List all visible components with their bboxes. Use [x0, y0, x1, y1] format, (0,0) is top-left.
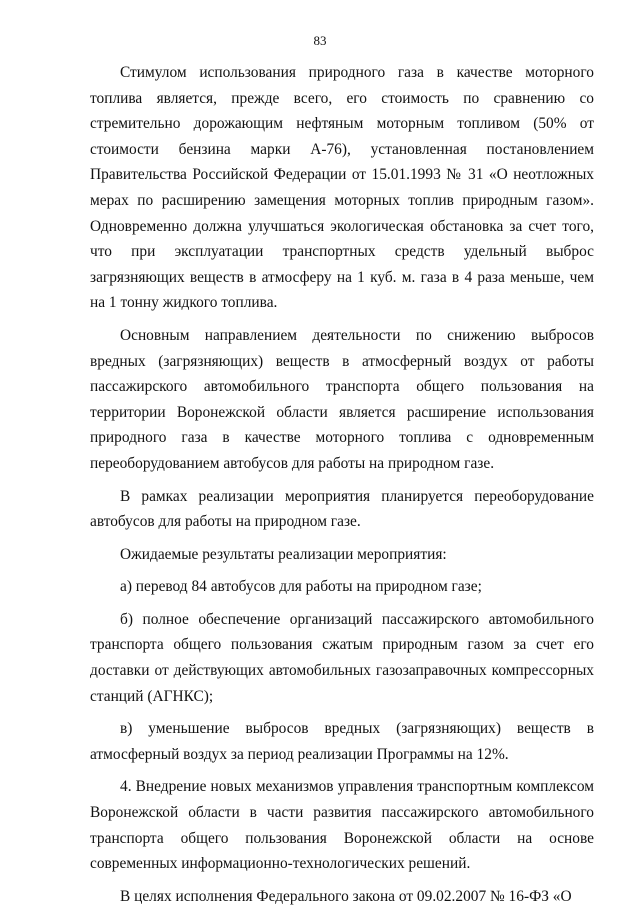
list-item-c: в) уменьшение выбросов вредных (загрязняющих) веществ в атмосферный воздух за период реализации Программы на 12%.: [90, 720, 594, 763]
paragraph-section-4: 4. Внедрение новых механизмов управления транспортным комплексом Воронежской области в части развития пассажирского автомобильного транспорта общего пользования Воронежской области на основе современных информационно-технологических решений.: [90, 778, 594, 873]
paragraph-natural-gas-incentive: Стимулом использования природного газа в качестве моторного топлива является, прежде всего, его стоимость по сравнению со стремительно дорожающим нефтяным моторным топливом (50% от стоимости бензина марки А-76), установленная постановлением Правительства Российской Федерации от 15.01.1993 № 31 «О неотложных мерах по расширению замещения моторных топлив природным газом». Одновременно должна улучшаться экологическая обстановка за счет того, что при эксплуатации транспортных средств удельный выброс загрязняющих веществ в атмосферу на 1 куб. м. газа в 4 раза меньше, чем на 1 тонну жидкого топлива.: [90, 64, 594, 312]
list-item-b: б) полное обеспечение организаций пассажирского автомобильного транспорта общего пользования сжатым природным газом за счет его доставки от действующих автомобильных газозаправочных компрессорных станций (АГНКС);: [90, 610, 594, 705]
list-item-a: а) перевод 84 автобусов для работы на природном газе;: [120, 578, 482, 596]
paragraph-bus-conversion: В рамках реализации мероприятия планируется переоборудование автобусов для работы на природном газе.: [90, 487, 594, 531]
document-body: [90, 60, 594, 916]
paragraph-federal-law: В целях исполнения Федерального закона от 09.02.2007 № 16-ФЗ «О: [120, 887, 572, 905]
paragraph-main-direction: Основным направлением деятельности по снижению выбросов вредных (загрязняющих) веществ в атмосферный воздух от работы пассажирского автомобильного транспорта общего пользования на территории Воронежской области является расширение использования природного газа в качестве моторного топлива с одновременным переоборудованием автобусов для работы на природном газе.: [90, 326, 594, 472]
page-number: 83: [313, 33, 327, 48]
paragraph-expected-results-heading: Ожидаемые результаты реализации мероприятия:: [120, 545, 447, 563]
